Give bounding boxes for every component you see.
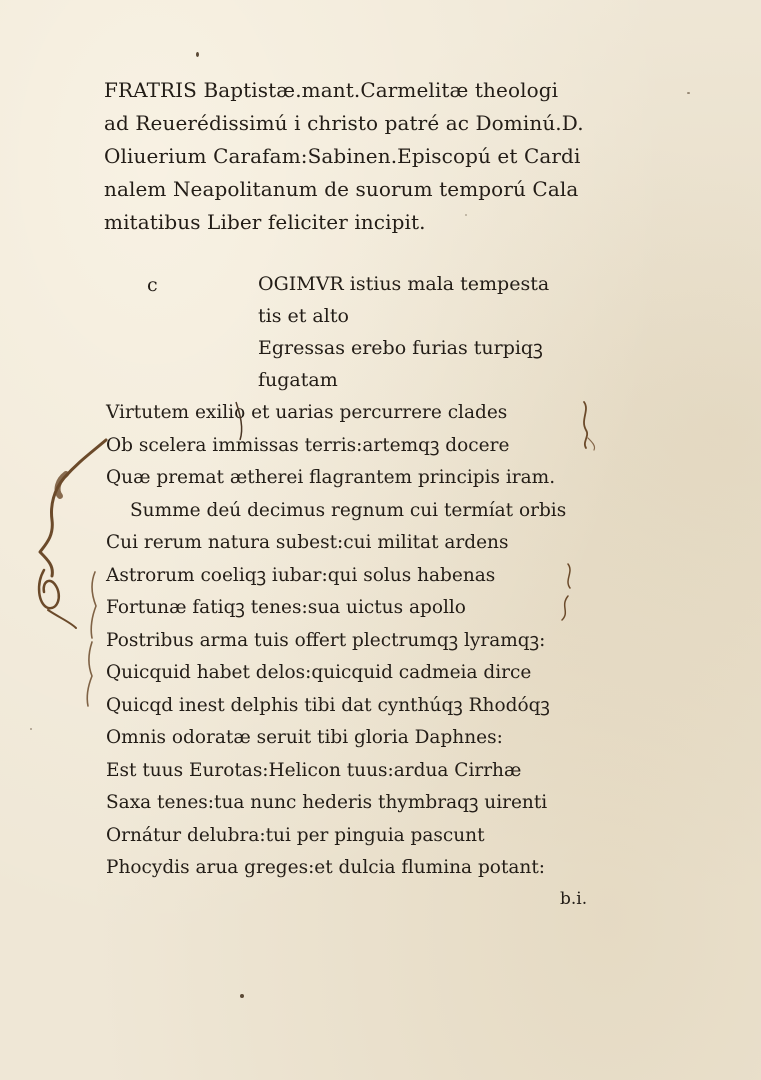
incipit-line: tis et alto (258, 305, 349, 327)
paper-speck (687, 92, 690, 94)
verse-line: Est tuus Eurotas:Helicon tuus:ardua Cirrhæ (106, 759, 522, 781)
verse-line: Ob scelera immissas terris:artemqꝫ docere (106, 434, 510, 456)
verse-line: Ornátur delubra:tui per pinguia pascunt (106, 824, 485, 846)
verse-line: Virtutem exilio et uarias percurrere clades (106, 402, 508, 423)
verse-line: Cui rerum natura subest:cui militat ardens (106, 532, 509, 553)
verse-line: Fortunæ fatiqꝫ tenes:sua uictus apollo (106, 597, 466, 618)
margin-bracket-stroke (40, 440, 106, 576)
paper-speck (465, 214, 467, 216)
exilio-overstrike (236, 402, 242, 440)
guide-letter: c (147, 274, 158, 296)
title-line: Oliuerium Carafam:Sabinen.Episcopú et Cardi (104, 144, 581, 168)
verse-line: Saxa tenes:tua nunc hederis thymbraqꝫ uirenti (106, 792, 548, 813)
title-line: mitatibus Liber feliciter incipit. (104, 210, 426, 234)
verse-line: Phocydis arua greges:et dulcia flumina potant: (106, 857, 545, 878)
margin-loop (39, 570, 59, 608)
line-end-mark-1 (584, 402, 587, 448)
verse-line: Astrorum coeliqꝫ iubar:qui solus habenas (106, 564, 496, 586)
incipit-line: fugatam (258, 369, 338, 391)
title-line: FRATRIS Baptistæ.mant.Carmelitæ theologi (104, 78, 559, 102)
paper-speck (240, 994, 244, 998)
verse-line: Quæ premat ætherei flagrantem principis iram. (106, 467, 556, 488)
verse-line: Summe deú decimus regnum cui termíat orbis (130, 499, 567, 521)
title-line: nalem Neapolitanum de suorum temporú Cala (104, 177, 579, 201)
verse-line: Postribus arma tuis offert plectrumqꝫ lyramqꝫ: (106, 629, 546, 651)
verse-line: Quicquid habet delos:quicquid cadmeia dirce (106, 662, 532, 683)
paper-speck (196, 52, 199, 57)
verse-line: Omnis odoratæ seruit tibi gloria Daphnes: (106, 727, 503, 748)
incipit-line: Egressas erebo furias turpiqꝫ (258, 337, 543, 359)
incipit-line: OGIMVR istius mala tempesta (258, 273, 550, 295)
paper-speck (30, 728, 32, 730)
verse-line: Quicqd inest delphis tibi dat cynthúqꝫ Rhodóqꝫ (106, 694, 550, 716)
title-line: ad Reuerédissimú i christo patré ac Dominú.D. (104, 111, 584, 135)
line-end-mark-2 (568, 564, 570, 588)
margin-flourish (58, 474, 66, 496)
margin-tail (48, 610, 76, 628)
line-end-mark-3 (562, 596, 568, 620)
inline-bracket-1 (91, 572, 96, 638)
line-end-mark-4 (588, 438, 595, 450)
signature-mark: b.i. (560, 889, 588, 909)
inline-bracket-2 (87, 642, 92, 706)
